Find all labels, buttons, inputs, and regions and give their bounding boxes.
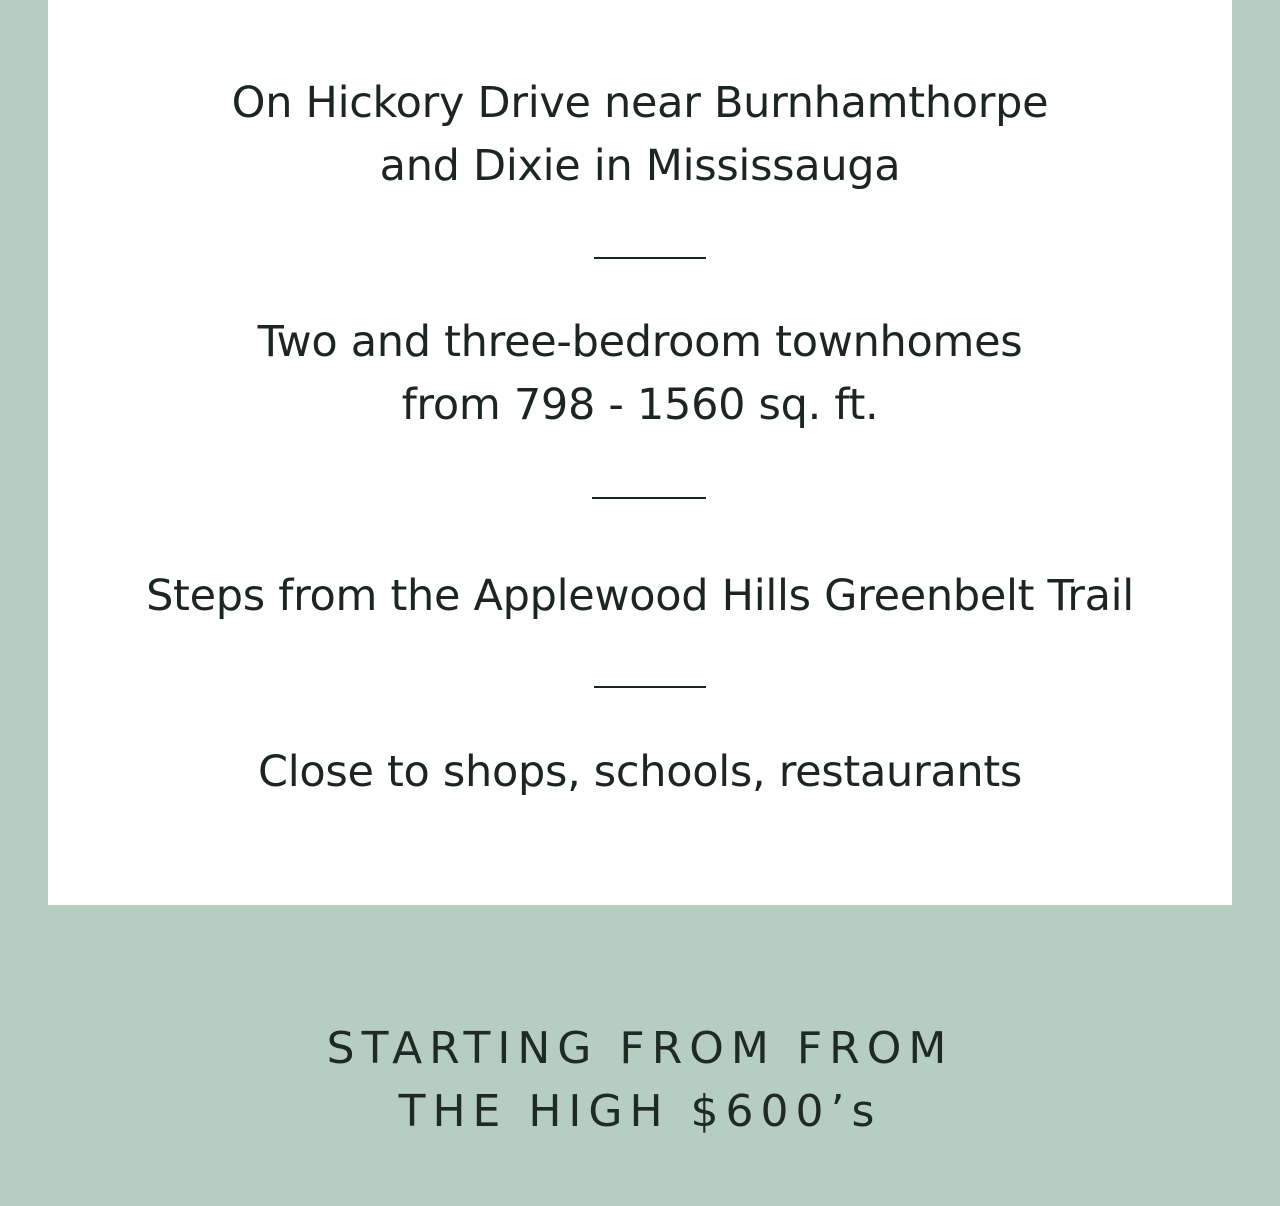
features-card [48, 0, 1232, 905]
promo-line-1: STARTING FROM FROM [326, 1023, 954, 1074]
divider-2 [592, 497, 706, 499]
trail-line-1: Steps from the Applewood Hills Greenbelt Trail [146, 571, 1134, 621]
divider-1 [594, 257, 706, 259]
location-feature [48, 72, 1232, 198]
homes-line-1: Two and three-bedroom townhomes [257, 317, 1023, 367]
price-promo [0, 1017, 1280, 1143]
homes-feature [48, 311, 1232, 437]
location-line-1: On Hickory Drive near Burnhamthorpe [231, 78, 1049, 128]
location-line-2: and Dixie in Mississauga [379, 141, 901, 191]
homes-line-2: from 798 - 1560 sq. ft. [401, 380, 879, 430]
amenities-feature [48, 741, 1232, 804]
promo-line-2: THE HIGH $600’s [398, 1086, 882, 1137]
trail-feature [48, 565, 1232, 628]
divider-3 [594, 686, 706, 688]
amenities-line-1: Close to shops, schools, restaurants [257, 747, 1023, 797]
